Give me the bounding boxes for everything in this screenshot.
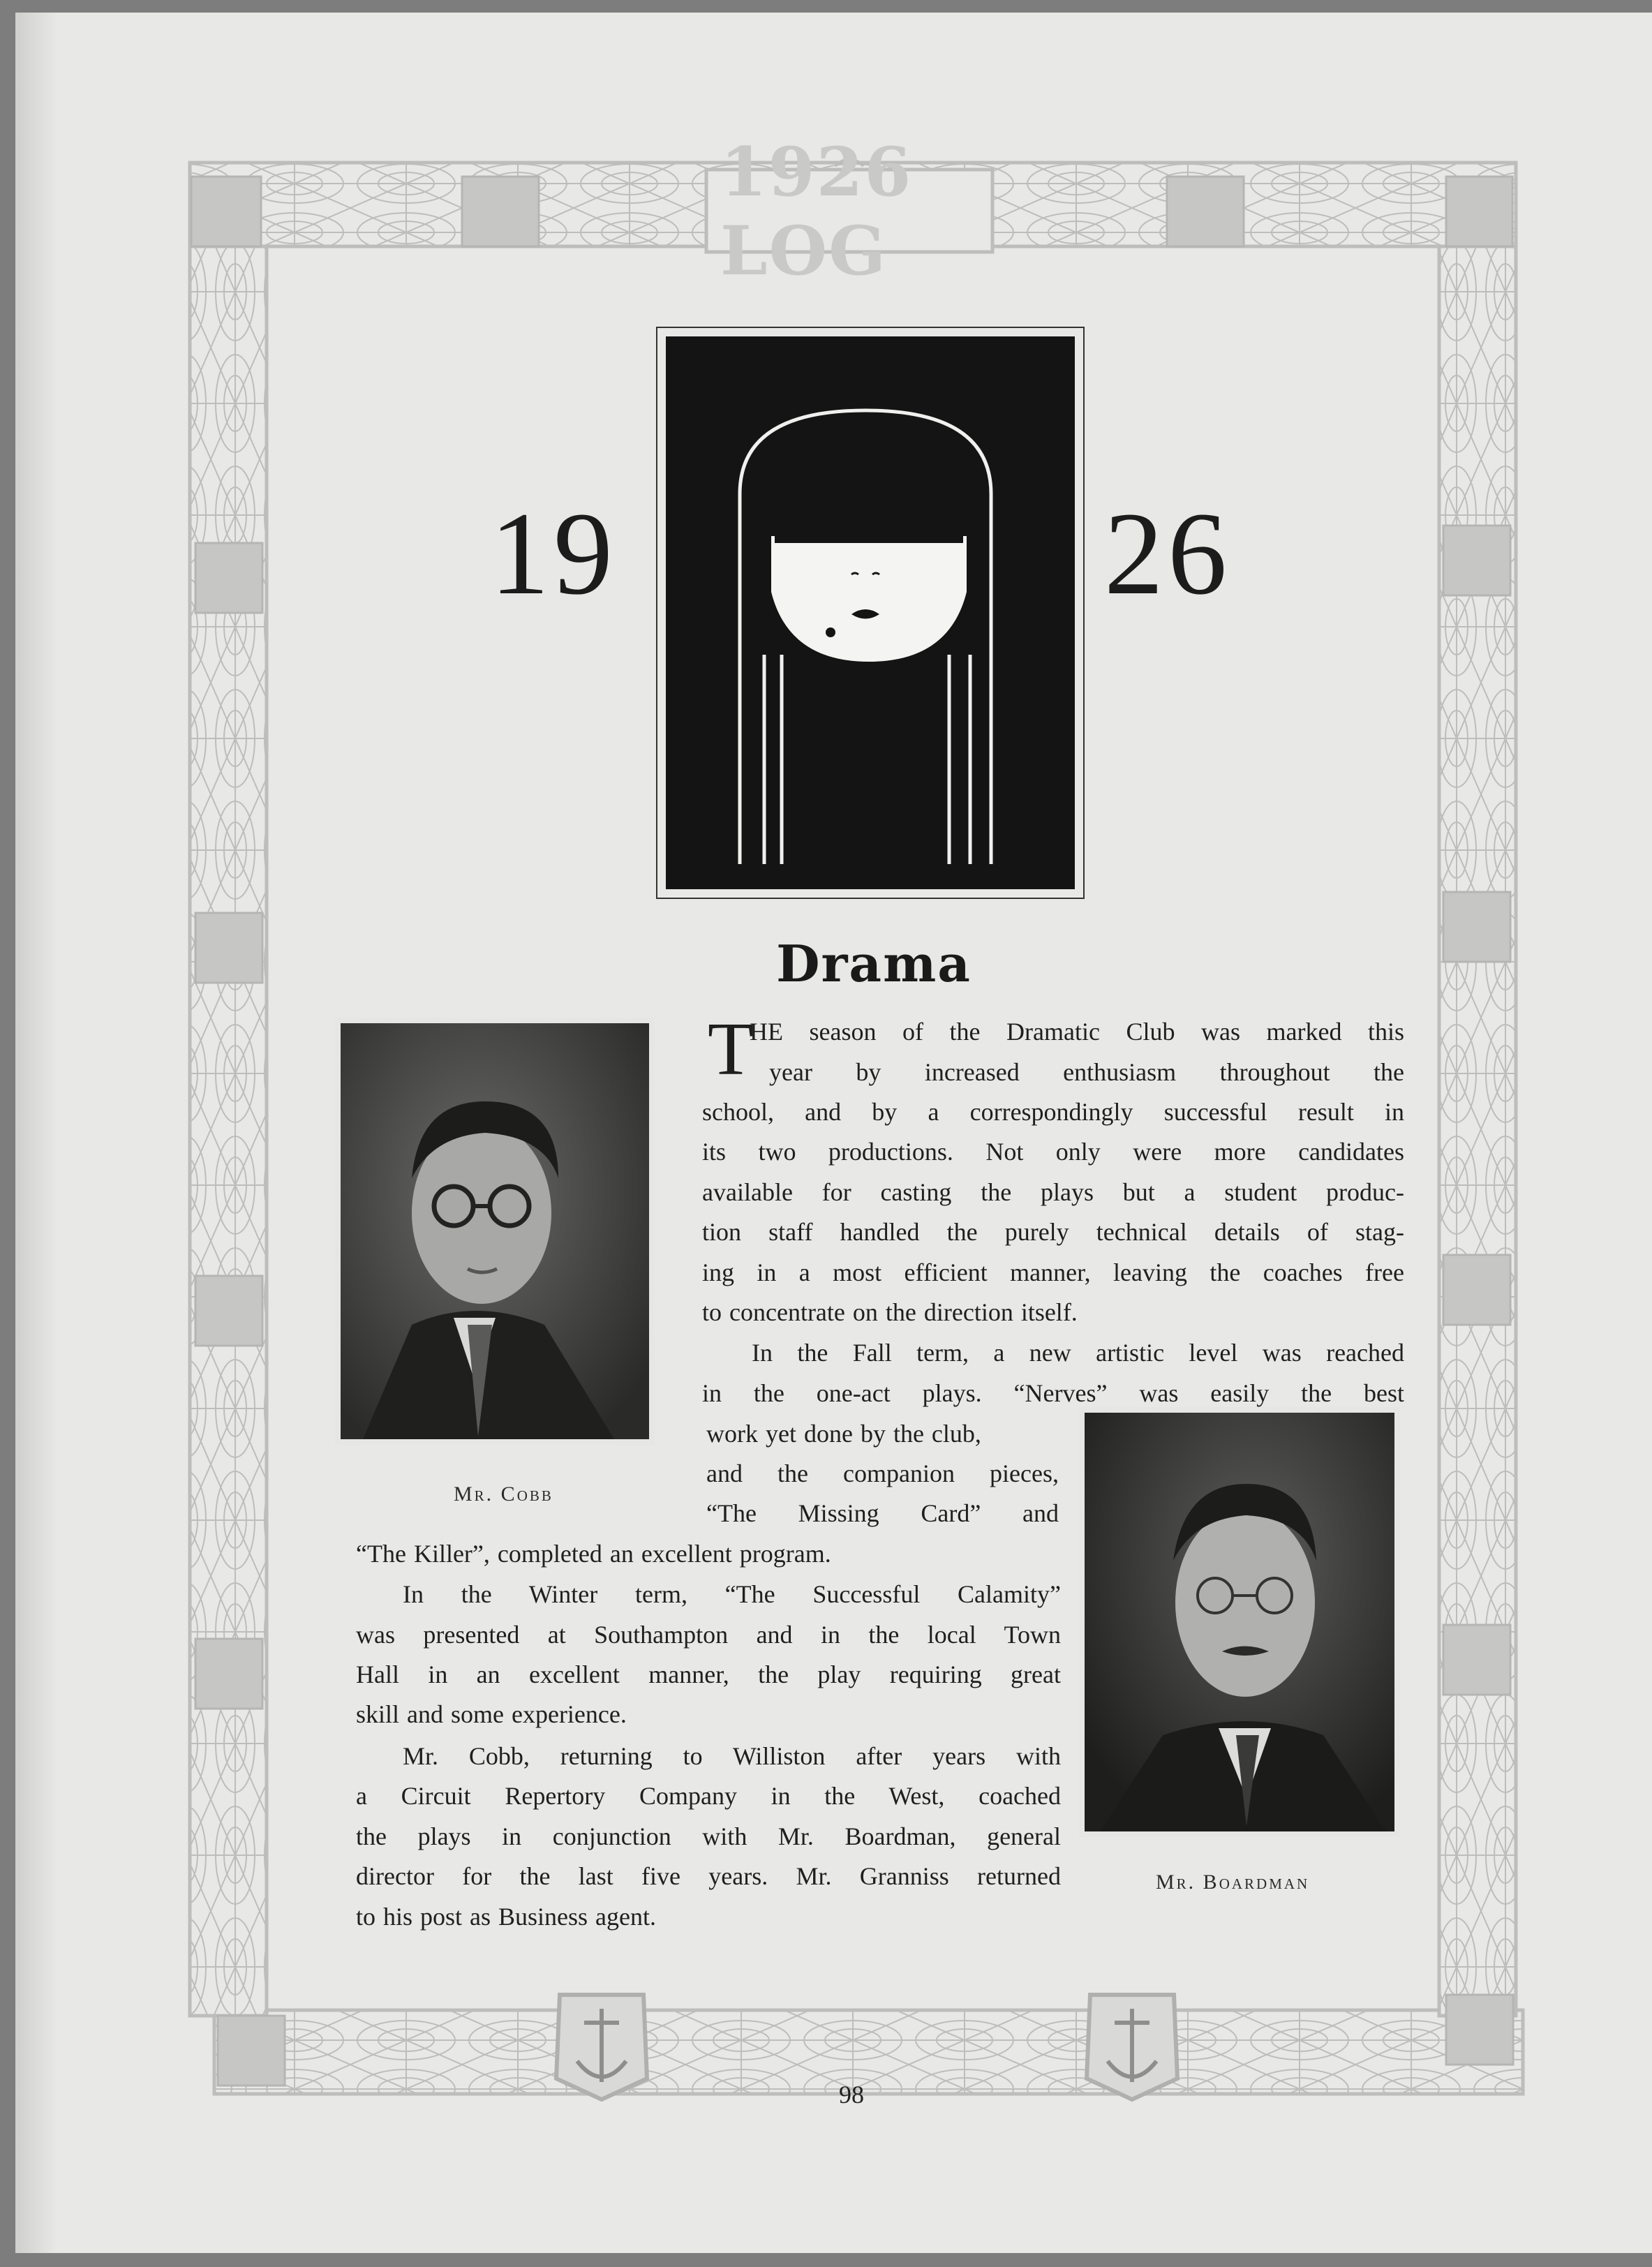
p2-line-1: In the Fall term, a new artistic level was reached bbox=[752, 1339, 1404, 1367]
caption-mr-cobb: Mr. Cobb bbox=[454, 1482, 553, 1506]
p3-line-4: skill and some experience. bbox=[356, 1700, 627, 1728]
page-number: 98 bbox=[839, 2081, 864, 2109]
p1-line-4: its two productions. Not only were more candidates bbox=[702, 1138, 1404, 1166]
p1-line-7: ing in a most efficient manner, leaving the coaches free bbox=[702, 1258, 1404, 1286]
drop-cap: T bbox=[708, 1008, 754, 1091]
p3-line-1: In the Winter term, “The Successful Calamity” bbox=[403, 1580, 1061, 1608]
p1-line-2: year by increased enthusiasm throughout the bbox=[769, 1058, 1404, 1086]
section-title: Drama bbox=[776, 934, 972, 993]
portrait-mr-cobb bbox=[335, 1018, 655, 1445]
p4-line-3: the plays in conjunction with Mr. Boardman, general bbox=[356, 1822, 1061, 1850]
portrait-mr-boardman bbox=[1079, 1407, 1400, 1837]
header-title: 1926 LOG bbox=[720, 133, 913, 290]
year-right: 26 bbox=[1104, 488, 1231, 619]
p1-line-6: tion staff handled the purely technical details of stag- bbox=[702, 1218, 1404, 1246]
caption-mr-boardman: Mr. Boardman bbox=[1156, 1871, 1310, 1894]
p4-line-2: a Circuit Repertory Company in the West, coached bbox=[356, 1782, 1061, 1810]
p3-line-3: Hall in an excellent manner, the play requiring great bbox=[356, 1660, 1061, 1688]
p4-line-4: director for the last five years. Mr. Granniss returned bbox=[356, 1862, 1061, 1890]
p3-line-2: was presented at Southampton and in the local Town bbox=[356, 1621, 1061, 1649]
page bbox=[15, 13, 1652, 2253]
p2-line-6: “The Killer”, completed an excellent program. bbox=[356, 1540, 831, 1568]
p1-line-3: school, and by a correspondingly successful result in bbox=[702, 1098, 1404, 1126]
year-left: 19 bbox=[490, 488, 617, 619]
p2-line-2: in the one-act plays. “Nerves” was easily the best bbox=[702, 1379, 1404, 1407]
p1-line-8: to concentrate on the direction itself. bbox=[702, 1298, 1078, 1326]
p2-line-5: “The Missing Card” and bbox=[706, 1499, 1059, 1527]
p4-line-1: Mr. Cobb, returning to Williston after years with bbox=[403, 1742, 1061, 1770]
p2-line-4: and the companion pieces, bbox=[706, 1459, 1059, 1487]
drama-illustration bbox=[656, 327, 1085, 899]
p4-line-5: to his post as Business agent. bbox=[356, 1903, 656, 1931]
p1-line-5: available for casting the plays but a student produc- bbox=[702, 1178, 1404, 1206]
p1-line-1: HE season of the Dramatic Club was marked this bbox=[750, 1018, 1404, 1046]
p2-line-3: work yet done by the club, bbox=[706, 1420, 981, 1448]
